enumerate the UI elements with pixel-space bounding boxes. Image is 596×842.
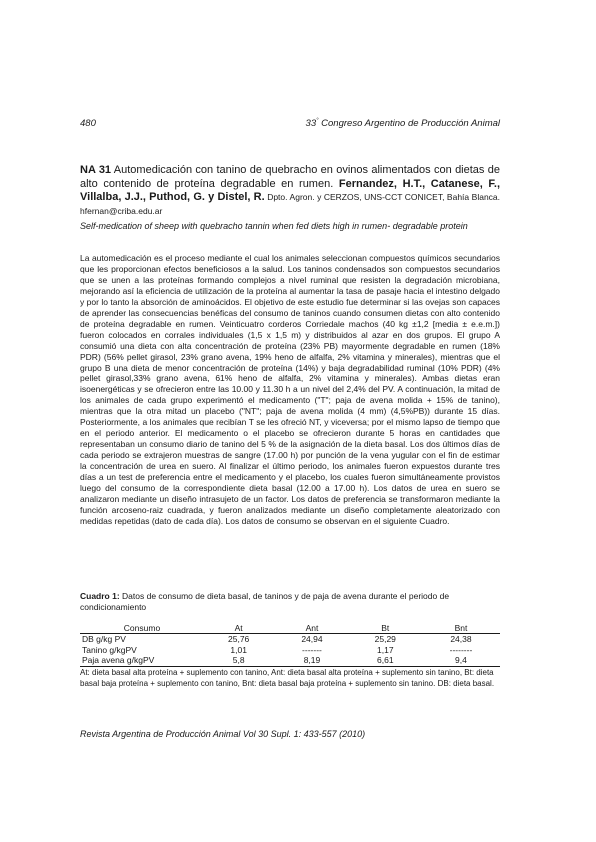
table-cell: 1,17: [377, 644, 394, 655]
table-cell: 25,29: [374, 634, 396, 645]
article-title: Automedicación con tanino de quebracho en ovinos alimentados con dietas de alto contenido de proteína degradable en rumen.: [80, 164, 500, 190]
article-affiliation: Dpto. Agron. y CERZOS, UNS-CCT CONICET, Bahía Blanca. hfernan@criba.edu.ar: [80, 192, 501, 216]
article-title-block: [80, 164, 500, 218]
table-cell: Tanino g/kgPV: [82, 644, 137, 655]
table-cell: -------: [302, 644, 322, 655]
table-cell: 5,8: [202, 655, 275, 666]
table-footnote: At: dieta basal alta proteína + suplemento con tanino, Ant: dieta basal alta proteína + suplemento sin tanino, Bt: dieta basal baja proteína + suplemento con tanino, Bnt: dieta basal baja proteína + suplemento sin tanino. DB: dieta basal.: [80, 668, 495, 688]
table-cell: 25,76: [228, 634, 250, 645]
table-cell: 24,94: [301, 634, 323, 645]
table-cell: 24,38: [450, 634, 472, 645]
table-cell: Paja avena g/kgPV: [80, 655, 202, 666]
table-header-cell: At: [202, 622, 275, 634]
table-cell: 9,4: [422, 655, 500, 666]
table-caption-label: Cuadro 1:: [80, 591, 120, 601]
table-header-cell: Bnt: [422, 622, 500, 634]
article-code: NA 31: [80, 164, 112, 176]
table-row: [80, 655, 500, 666]
english-title: Self-medication of sheep with quebracho tannin when fed diets high in rumen- degradable protein: [80, 221, 468, 231]
table-row: [80, 645, 500, 656]
running-header-text: Congreso Argentino de Producción Animal: [318, 118, 500, 130]
table-caption-text: Datos de consumo de dieta basal, de taninos y de paja de avena durante el periodo de condicionamiento: [80, 591, 450, 612]
running-header-superscript: °: [316, 118, 319, 124]
table-header-row: [80, 622, 500, 634]
journal-citation: Revista Argentina de Producción Animal Vol 30 Supl. 1: 433-557 (2010): [80, 729, 366, 739]
table-cell: 8,19: [275, 655, 348, 666]
running-header-number: 33: [305, 118, 317, 130]
page-number: 480: [80, 118, 96, 129]
consumption-table: [80, 622, 500, 667]
table-caption: [80, 591, 500, 612]
table-header-cell: Ant: [275, 622, 348, 634]
table-cell: DB g/kg PV: [82, 634, 126, 645]
running-header: [306, 118, 500, 129]
table-row: [80, 634, 500, 645]
article-authors: Fernandez, H.T., Catanese, F., Villalba, J.J., Puthod, G. y Distel, R.: [80, 177, 501, 203]
table-header-cell: Consumo: [80, 622, 202, 634]
abstract-body: La automedicación es el proceso mediante el cual los animales seleccionan compuestos químicos secundarios que les proporcionan efectos beneficiosos a la salud. Los taninos condensados son compuestos secundarios que se unen a las proteínas formando complejos a nivel ruminal que resisten la degradación microbiana, mejorando así la eficiencia de utilización de la proteína al aumentar la tasa de pasaje hacia el intestino delgado y por lo tanto la absorción de aminoácidos. El objetivo de este estudio fue determinar si las ovejas son capaces de aprender las consecuencias benéficas del consumo de taninos cuando consumen dietas con alto contenido de proteína degradable en rumen. Veinticuatro corderos Corriedale machos (40 kg ±1,2 [media ± e.e.m.]) fueron colocados en corrales individuales (1,5 x 1,5 m) y distribuidos al azar en dos grupos. El grupo A consumió una dieta con alta concentración de proteína (23% PB) mayormente degradable en rumen (18% PDR) (56% pellet girasol, 23% grano avena, 19% heno de alfalfa, 2% vitamina y minerales), mientras que el grupo B una dieta de menor concentración de proteína (14%) y baja degradabilidad ruminal (10% PDR) (4% pellet girasol,33% grano avena, 61% heno de alfalfa, 2% vitamina y minerales). Ambas dietas eran isoenergéticas y se ofrecieron entre las 10.00 y 11.30 h a un nivel del 2,4% del PV. A continuación, la mitad de los animales de cada grupo experimentó el medicamento ("T"; paja de avena molida + 15% de tanino), mientras que la otra mitad un placebo ("NT"; paja de avena molida (4 mm) (4,5%PB)) durante 15 días. Posteriormente, a los animales que recibían T se les ofreció NT, y viceversa; por el mismo lapso de tiempo que en el periodo anterior. El medicamento o el placebo se ofrecieron durante 5 horas en cantidades que representaban un consumo diario de tanino del 5 % de la asignación de la dieta basal. Los dos últimos días de cada periodo se extrajeron muestras de sangre (17.00 h) por punción de la vena yugular con el fin de estimar la concentración de urea en suero. Al finalizar el último periodo, los animales fueron expuestos durante tres días a un test de preferencia entre el medicamento y el placebo, los cuales fueron simultáneamente provistos luego del consumo de la correspondiente dieta basal (12.00 a 17.00 h). Los datos de urea en suero se analizaron mediante un diseño intrasujeto de un factor. Los datos de preferencia se transformaron mediante la función arcoseno-raiz cuadrada, y fueron analizados mediante un diseño completamente aleatorizado con medidas repetidas (dato de cada día). Los datos de consumo se observan en el siguiente Cuadro.: [80, 253, 500, 526]
table-cell: 6,61: [349, 655, 422, 666]
table-cell: --------: [449, 644, 473, 655]
table-cell: 1,01: [230, 644, 247, 655]
table-header-cell: Bt: [349, 622, 422, 634]
